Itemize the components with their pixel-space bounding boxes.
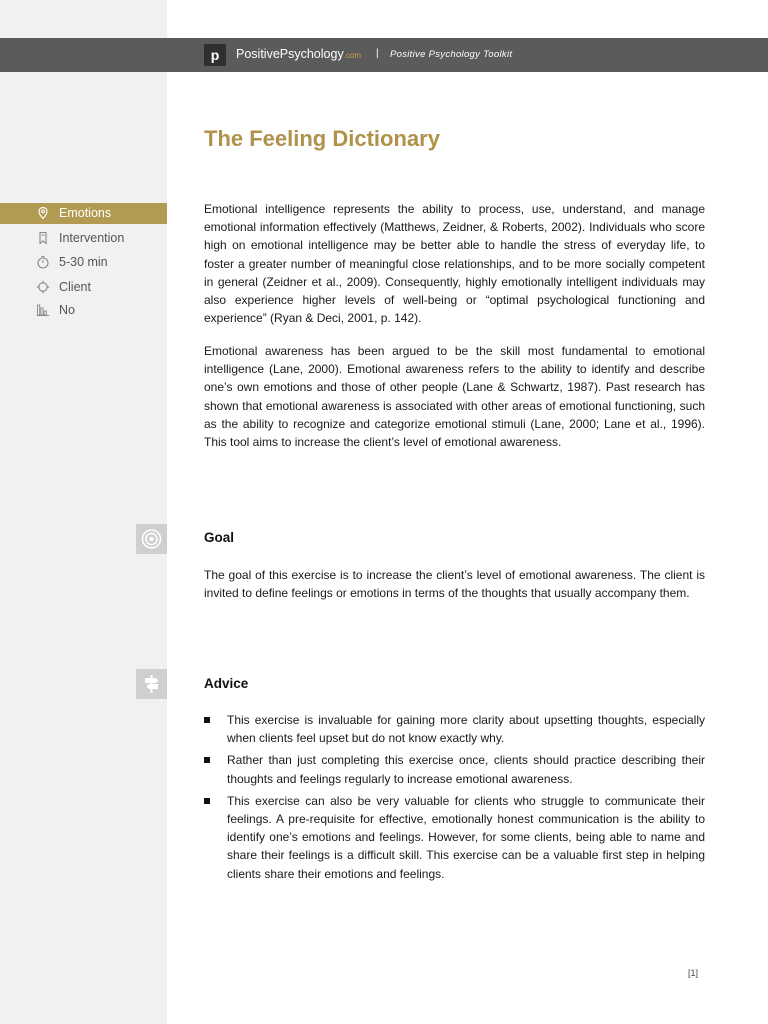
page-number: [1] (688, 968, 699, 978)
meta-item-audience (0, 277, 167, 298)
advice-heading: Advice (204, 676, 249, 691)
location-pin-icon (36, 206, 50, 220)
header-bar (0, 38, 768, 72)
meta-label-duration: 5-30 min (59, 255, 108, 269)
header-separator: | (376, 48, 379, 59)
advice-item-text: Rather than just completing this exercise once, clients should practice describing their thoughts and feelings regularly to increase emotional awareness. (227, 753, 705, 786)
toolkit-label: Positive Psychology Toolkit (390, 49, 513, 60)
crosshair-icon (36, 280, 50, 294)
meta-label-scale: No (59, 303, 75, 317)
goal-section-icon (136, 524, 167, 554)
brand-suffix: .com (343, 51, 362, 60)
signpost-icon (136, 669, 167, 699)
target-icon (136, 524, 167, 554)
bar-chart-icon (36, 303, 50, 317)
meta-label-type: Intervention (59, 231, 125, 245)
advice-item (204, 711, 705, 747)
intro-paragraph-1: Emotional intelligence represents the ability to process, use, understand, and manage emotional information effectively (Matthews, Zeidner, & Roberts, 2002). Individuals who score high on emotional intelligence may be better able to handle the stress of everyday life, to foster a greater number of meaningful close relationships, and to be more socially competent in general (Zeidner et al., 2009). Consequently, highly emotionally intelligent individuals may also experience higher levels of well-being or “optimal psychological functioning and experience” (Ryan & Deci, 2001, p. 142). (204, 202, 705, 326)
advice-item (204, 792, 705, 883)
brand-logo (204, 44, 226, 66)
brand-name (236, 47, 361, 61)
page-title: The Feeling Dictionary (204, 126, 440, 151)
sidebar (0, 0, 167, 1024)
advice-list (204, 711, 705, 887)
advice-item-text: This exercise can also be very valuable for clients who struggle to communicate their feelings. A pre-requisite for effective, emotionally honest communication is the ability to identify one’s emotions and feelings. However, for some clients, being able to name and share their feelings is a difficult skill. This exercise can be a valuable first step in helping clients share their emotions and feelings. (227, 793, 705, 881)
meta-item-duration (0, 252, 167, 273)
meta-item-type (0, 228, 167, 249)
intro-paragraph-2: Emotional awareness has been argued to be the skill most fundamental to emotional intelligence (Lane, 2000). Emotional awareness refers to the ability to identify and describe one’s own emotions and those of other people (Lane & Schwartz, 1987). Past research has shown that emotional awareness is associated with other areas of emotional functioning, such as the ability to recognize and categorize emotional stimuli (Lane, 2000; Lane et al., 1996). This tool aims to increase the client’s level of emotional awareness. (204, 344, 705, 450)
bullet-square-icon (204, 798, 210, 804)
goal-heading: Goal (204, 530, 235, 545)
advice-item (204, 751, 705, 787)
meta-item-category (0, 203, 167, 224)
bookmark-icon (36, 231, 50, 245)
meta-label-audience: Client (59, 280, 91, 294)
logo-letter: p (210, 47, 220, 63)
advice-section-icon (136, 669, 167, 699)
goal-text: The goal of this exercise is to increase the client’s level of emotional awareness. The client is invited to define feelings or emotions in terms of the thoughts that usually accompany them. (204, 568, 705, 601)
stopwatch-icon (36, 255, 50, 269)
bullet-square-icon (204, 757, 210, 763)
meta-item-scale (0, 300, 167, 321)
bullet-square-icon (204, 717, 210, 723)
brand-text: PositivePsychology (236, 47, 344, 61)
meta-label-category: Emotions (59, 206, 112, 220)
advice-item-text: This exercise is invaluable for gaining more clarity about upsetting thoughts, especially when clients feel upset but do not know exactly why. (227, 713, 705, 746)
